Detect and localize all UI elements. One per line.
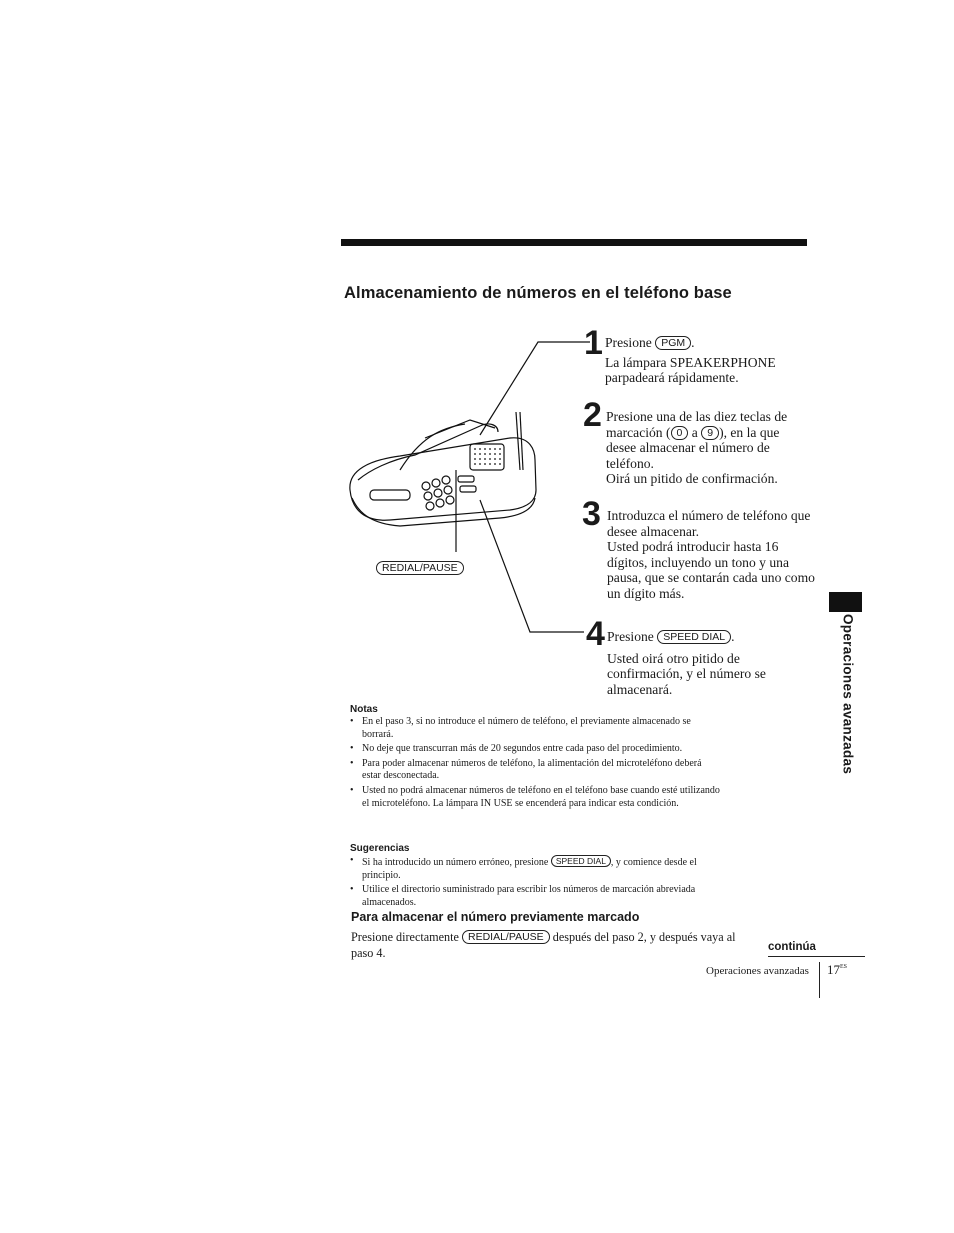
step-1-text: Presione xyxy=(605,335,656,350)
page-number xyxy=(827,962,847,978)
step-2 xyxy=(606,409,821,487)
section-title: Almacenamiento de números en el teléfono base xyxy=(344,284,732,302)
speed-dial-key: SPEED DIAL xyxy=(657,630,731,644)
step-4-punct: . xyxy=(731,629,735,644)
side-tab-label: Operaciones avanzadas xyxy=(840,614,856,775)
dial-key-9: 9 xyxy=(701,426,719,440)
tip-1-post: , y comience desde el principio. xyxy=(362,857,697,881)
phone-illustration xyxy=(330,320,600,640)
step-2-line3: desee almacenar el número de xyxy=(606,440,770,456)
redial-text xyxy=(351,930,751,961)
note-item: • No deje que transcurran más de 20 segundos entre cada paso del procedimiento. xyxy=(350,743,720,756)
redial-subtitle: Para almacenar el número previamente marcado xyxy=(351,910,640,924)
page-number-lang: ES xyxy=(840,964,848,970)
redial-text-post: después del paso 2, y después vaya al paso 4. xyxy=(351,930,736,960)
speed-dial-key: SPEED DIAL xyxy=(551,855,611,867)
side-tab-marker xyxy=(829,592,862,612)
pgm-key: PGM xyxy=(655,336,691,350)
step-3-text: Introduzca el número de teléfono que desee almacenar. xyxy=(607,508,811,539)
step-2-line5: Oirá un pitido de confirmación. xyxy=(606,471,778,487)
step-3 xyxy=(607,508,817,602)
step-2-line2-pre: marcación ( xyxy=(606,424,671,440)
step-3-number: 3 xyxy=(582,495,601,533)
leader-line-step1 xyxy=(480,342,590,435)
leader-line-step4 xyxy=(480,500,584,632)
step-2-line1: Presione una de las diez teclas de xyxy=(606,409,788,424)
footer-divider xyxy=(819,962,820,998)
step-2-line2-post: ), en la que xyxy=(719,424,780,440)
tip-1-pre: Si ha introducido un número erróneo, presione xyxy=(362,857,551,868)
tip-item: • Utilice el directorio suministrado para escribir los números de marcación abreviada almacenados. xyxy=(350,884,720,909)
continued-label: continúa xyxy=(768,941,816,953)
step-1-number: 1 xyxy=(584,324,603,362)
tips-list xyxy=(350,855,720,911)
continued-rule xyxy=(768,956,865,957)
step-2-number: 2 xyxy=(583,396,602,434)
tip-item xyxy=(350,855,720,882)
step-2-line4: teléfono. xyxy=(606,455,654,471)
redial-pause-key: REDIAL/PAUSE xyxy=(462,930,550,944)
note-item: • En el paso 3, si no introduce el número de teléfono, el previamente almacenado se borrará. xyxy=(350,716,720,741)
redial-text-pre: Presione directamente xyxy=(351,930,462,944)
redial-pause-key-label: REDIAL/PAUSE xyxy=(376,561,464,575)
redial-pause-callout xyxy=(376,559,464,577)
step-2-line2-mid: a xyxy=(688,424,702,440)
notes-heading: Notas xyxy=(350,704,378,715)
step-1-body: La lámpara SPEAKERPHONE parpadeará rápidamente. xyxy=(605,354,776,386)
step-1-punct: . xyxy=(691,335,695,350)
footer-section: Operaciones avanzadas xyxy=(706,965,809,977)
page-number-value: 17 xyxy=(827,962,840,977)
header-rule xyxy=(341,239,807,246)
step-4-body: Usted oirá otro pitido de confirmación, y el número se almacenará. xyxy=(607,650,766,697)
tips-heading: Sugerencias xyxy=(350,843,410,854)
note-item: • Para poder almacenar números de teléfono, la alimentación del microteléfono deberá estar desconectada. xyxy=(350,758,720,783)
step-3-body: Usted podrá introducir hasta 16 dígitos, incluyendo un tono y una pausa, que se contarán cada uno como un dígito más. xyxy=(607,539,815,601)
dial-key-0: 0 xyxy=(671,426,689,440)
note-item: • Usted no podrá almacenar números de teléfono en el teléfono base cuando esté utilizando el microteléfono. La lámpara IN USE se encenderá para indicar esta condición. xyxy=(350,785,720,810)
step-4-number: 4 xyxy=(586,615,605,653)
step-4 xyxy=(607,629,807,697)
notes-list xyxy=(350,716,720,812)
step-1 xyxy=(605,335,820,386)
step-4-text: Presione xyxy=(607,629,658,644)
